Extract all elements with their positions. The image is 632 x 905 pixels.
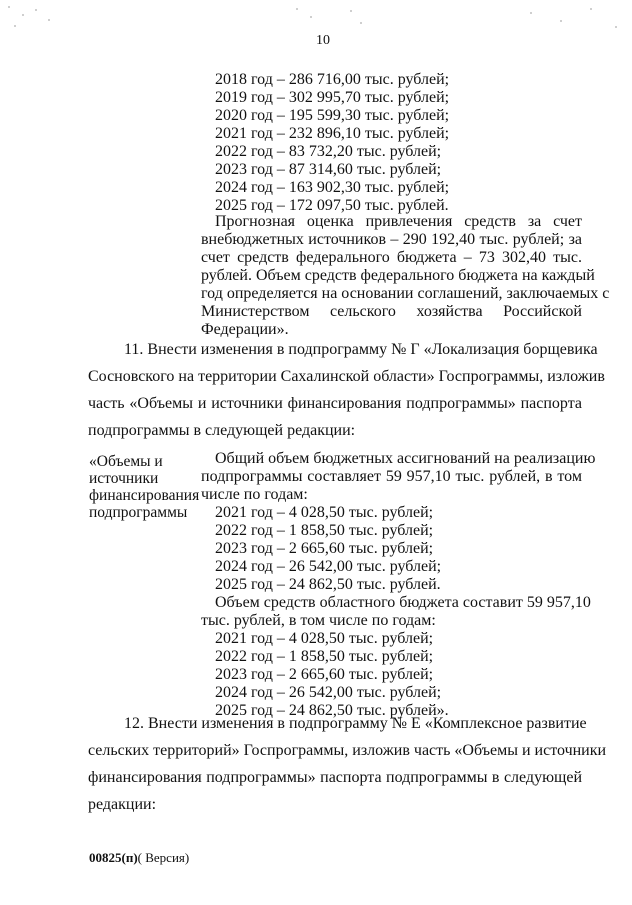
- year-line: 2021 год – 232 896,10 тыс. рублей;: [215, 125, 450, 142]
- year-line: 2021 год – 4 028,50 тыс. рублей;: [215, 630, 434, 647]
- document-code: 00825(п): [89, 850, 138, 865]
- forecast-line: рублей. Объем средств федерального бюджета на каждый: [201, 267, 595, 284]
- table-label-line: подпрограммы: [89, 504, 188, 521]
- item12-line: финансирования подпрограммы» паспорта подпрограммы в следующей: [88, 769, 582, 786]
- item12-line: сельских территорий» Госпрограммы, изложив часть «Объемы и источники: [88, 742, 607, 759]
- forecast-line: Министерством сельского хозяйства Российской: [201, 303, 582, 320]
- item11-line: 11. Внести изменения в подпрограмму № Г «Локализация борщевика: [124, 341, 598, 358]
- forecast-line: год определяется на основании соглашений, заключаемых с: [201, 285, 610, 302]
- table-label-line: финансирования: [89, 487, 200, 504]
- item11-line: Сосновского на территории Сахалинской области» Госпрограммы, изложив: [88, 368, 605, 385]
- forecast-line: внебюджетных источников – 290 192,40 тыс. рублей; за: [201, 231, 582, 248]
- forecast-line: Федерации».: [201, 321, 289, 338]
- year-line: 2024 год – 26 542,00 тыс. рублей;: [215, 684, 442, 701]
- regional-line: Объем средств областного бюджета составит 59 957,10: [215, 594, 591, 611]
- forecast-line: счет средств федерального бюджета – 73 302,40 тыс.: [201, 249, 582, 266]
- document-version: ( Версия): [137, 850, 190, 865]
- item12-line: редакции:: [88, 796, 157, 813]
- item12-line: 12. Внести изменения в подпрограмму № Е «Комплексное развитие: [124, 715, 587, 732]
- year-line: 2025 год – 172 097,50 тыс. рублей.: [215, 197, 449, 214]
- year-line: 2018 год – 286 716,00 тыс. рублей;: [215, 71, 450, 88]
- year-line: 2024 год – 163 902,30 тыс. рублей;: [215, 179, 450, 196]
- footer: [89, 850, 189, 866]
- scan-noise-left: [0, 0, 60, 38]
- year-line: 2020 год – 195 599,30 тыс. рублей;: [215, 107, 450, 124]
- total-line: числе по годам:: [201, 486, 308, 503]
- regional-line: тыс. рублей, в том числе по годам:: [201, 612, 436, 629]
- year-line: 2023 год – 2 665,60 тыс. рублей;: [215, 540, 434, 557]
- total-line: подпрограммы составляет 59 957,10 тыс. рублей, в том: [201, 468, 582, 485]
- year-line: 2023 год – 87 314,60 тыс. рублей;: [215, 161, 442, 178]
- item11-line: подпрограммы в следующей редакции:: [88, 422, 356, 439]
- year-line: 2024 год – 26 542,00 тыс. рублей;: [215, 558, 442, 575]
- year-line: 2019 год – 302 995,70 тыс. рублей;: [215, 89, 450, 106]
- forecast-line: Прогнозная оценка привлечения средств за счет: [215, 213, 582, 230]
- year-line: 2022 год – 1 858,50 тыс. рублей;: [215, 648, 434, 665]
- total-line: Общий объем бюджетных ассигнований на реализацию: [215, 450, 596, 467]
- year-line: 2025 год – 24 862,50 тыс. рублей».: [215, 702, 449, 719]
- year-line: 2022 год – 1 858,50 тыс. рублей;: [215, 522, 434, 539]
- table-label-line: «Объемы и: [89, 453, 163, 470]
- table-label: [89, 453, 207, 521]
- item11-line: часть «Объемы и источники финансирования подпрограммы» паспорта: [88, 395, 582, 412]
- year-line: 2025 год – 24 862,50 тыс. рублей.: [215, 576, 441, 593]
- page-number: 10: [316, 33, 330, 48]
- scan-noise-right: [520, 0, 632, 38]
- table-label-line: источники: [89, 470, 159, 487]
- year-line: 2022 год – 83 732,20 тыс. рублей;: [215, 143, 442, 160]
- year-line: 2023 год – 2 665,60 тыс. рублей;: [215, 666, 434, 683]
- year-line: 2021 год – 4 028,50 тыс. рублей;: [215, 504, 434, 521]
